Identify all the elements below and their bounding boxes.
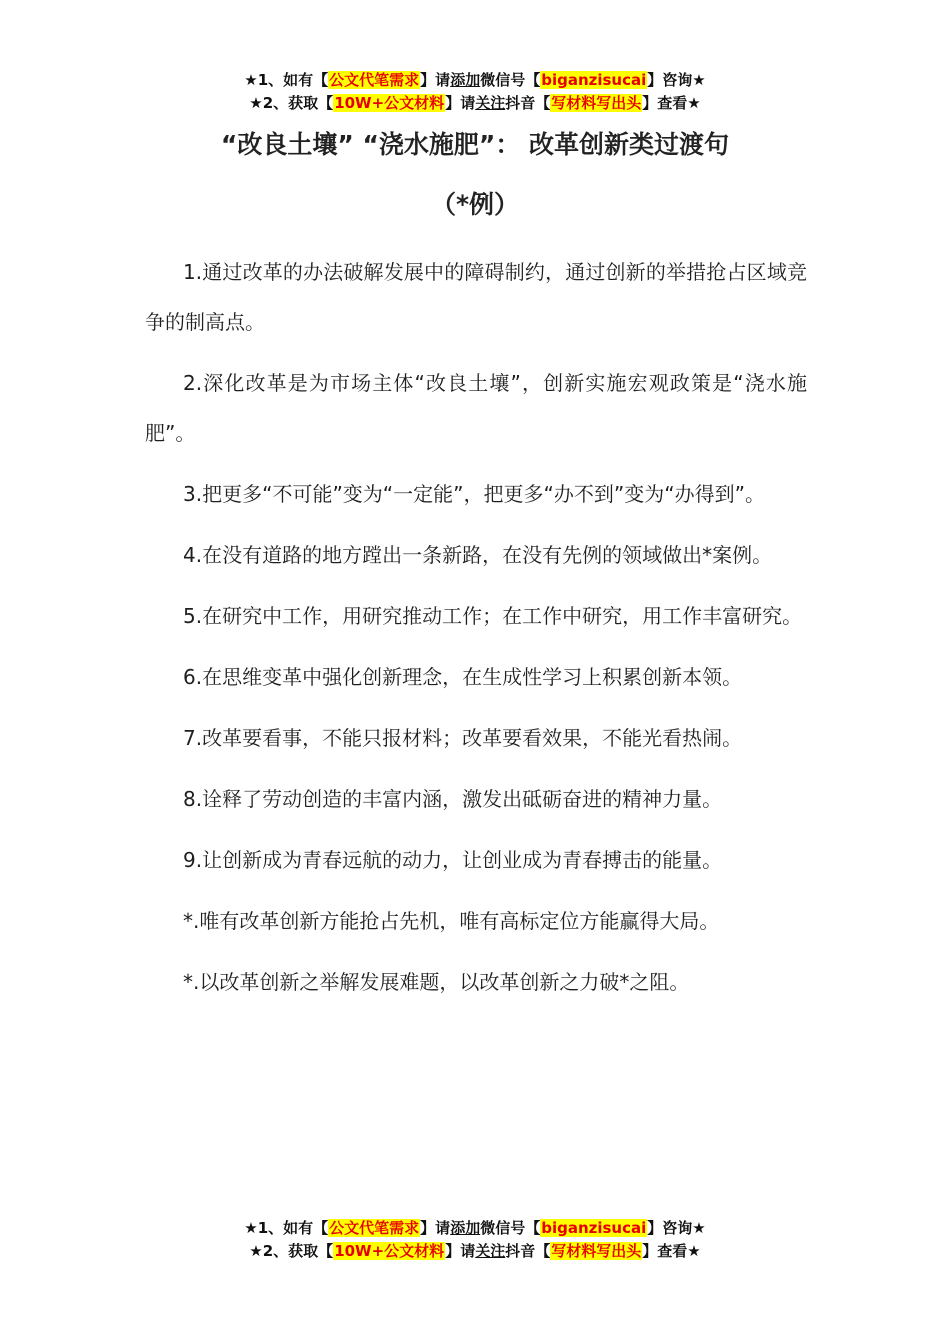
banner-text: 抖音【 [505,94,551,112]
banner-text: ★1、如有【 [244,1219,329,1237]
banner-text: 】请 [445,94,476,112]
banner-text: 】咨询★ [647,1219,706,1237]
highlight-douyin-account: 写材料写出头 [551,94,642,112]
banner-text: 抖音【 [505,1242,551,1260]
paragraph: 6.在思维变革中强化创新理念，在生成性学习上积累创新本领。 [183,665,743,689]
paragraph: 8.诠释了劳动创造的丰富内涵，激发出砥砺奋进的精神力量。 [183,787,723,811]
highlight-wechat-id: biganzisucai [541,1219,647,1237]
paragraph: 7.改革要看事，不能只报材料；改革要看效果，不能光看热闹。 [183,726,743,750]
document-subtitle: （*例） [430,190,520,219]
underlined-text: 添加 [450,1219,481,1237]
banner-text: 】请 [420,1219,451,1237]
highlight-service: 公文代笔需求 [329,71,420,89]
underlined-text: 添加 [450,71,481,89]
banner-line-2 [0,1240,950,1263]
banner-text: 】咨询★ [647,71,706,89]
banner-line-2 [0,92,950,115]
highlight-douyin-account: 写材料写出头 [551,1242,642,1260]
banner-text: ★2、获取【 [249,94,334,112]
paragraph: 1.通过改革的办法破解发展中的障碍制约，通过创新的举措抢占区域竞争的制高点。 [145,260,807,334]
banner-text: ★1、如有【 [244,71,329,89]
paragraph: 3.把更多“不可能”变为“一定能”，把更多“办不到”变为“办得到”。 [183,482,765,506]
footer-banner [0,1217,950,1263]
banner-text: 】请 [445,1242,476,1260]
header-banner [0,69,950,115]
highlight-materials: 10W+公文材料 [334,1242,445,1260]
banner-text: 微信号【 [480,1219,541,1237]
banner-text: ★2、获取【 [249,1242,334,1260]
banner-line-1 [0,69,950,92]
highlight-service: 公文代笔需求 [329,1219,420,1237]
underlined-text: 关注 [475,94,506,112]
highlight-wechat-id: biganzisucai [541,71,647,89]
paragraph: 5.在研究中工作，用研究推动工作；在工作中研究，用工作丰富研究。 [183,604,803,628]
banner-text: 微信号【 [480,71,541,89]
highlight-materials: 10W+公文材料 [334,94,445,112]
document-title: “改良土壤” “浇水施肥”： 改革创新类过渡句 [220,130,730,159]
paragraph: 2.深化改革是为市场主体“改良土壤”，创新实施宏观政策是“浇水施肥”。 [145,371,807,445]
paragraph: 4.在没有道路的地方蹚出一条新路，在没有先例的领域做出*案例。 [183,543,773,567]
banner-text: 】查看★ [642,1242,701,1260]
paragraph: *.以改革创新之举解发展难题，以改革创新之力破*之阻。 [183,970,690,994]
document-body [145,247,807,1018]
paragraph: *.唯有改革创新方能抢占先机，唯有高标定位方能赢得大局。 [183,909,720,933]
underlined-text: 关注 [475,1242,506,1260]
paragraph: 9.让创新成为青春远航的动力，让创业成为青春搏击的能量。 [183,848,723,872]
banner-text: 】查看★ [642,94,701,112]
banner-text: 】请 [420,71,451,89]
banner-line-1 [0,1217,950,1240]
